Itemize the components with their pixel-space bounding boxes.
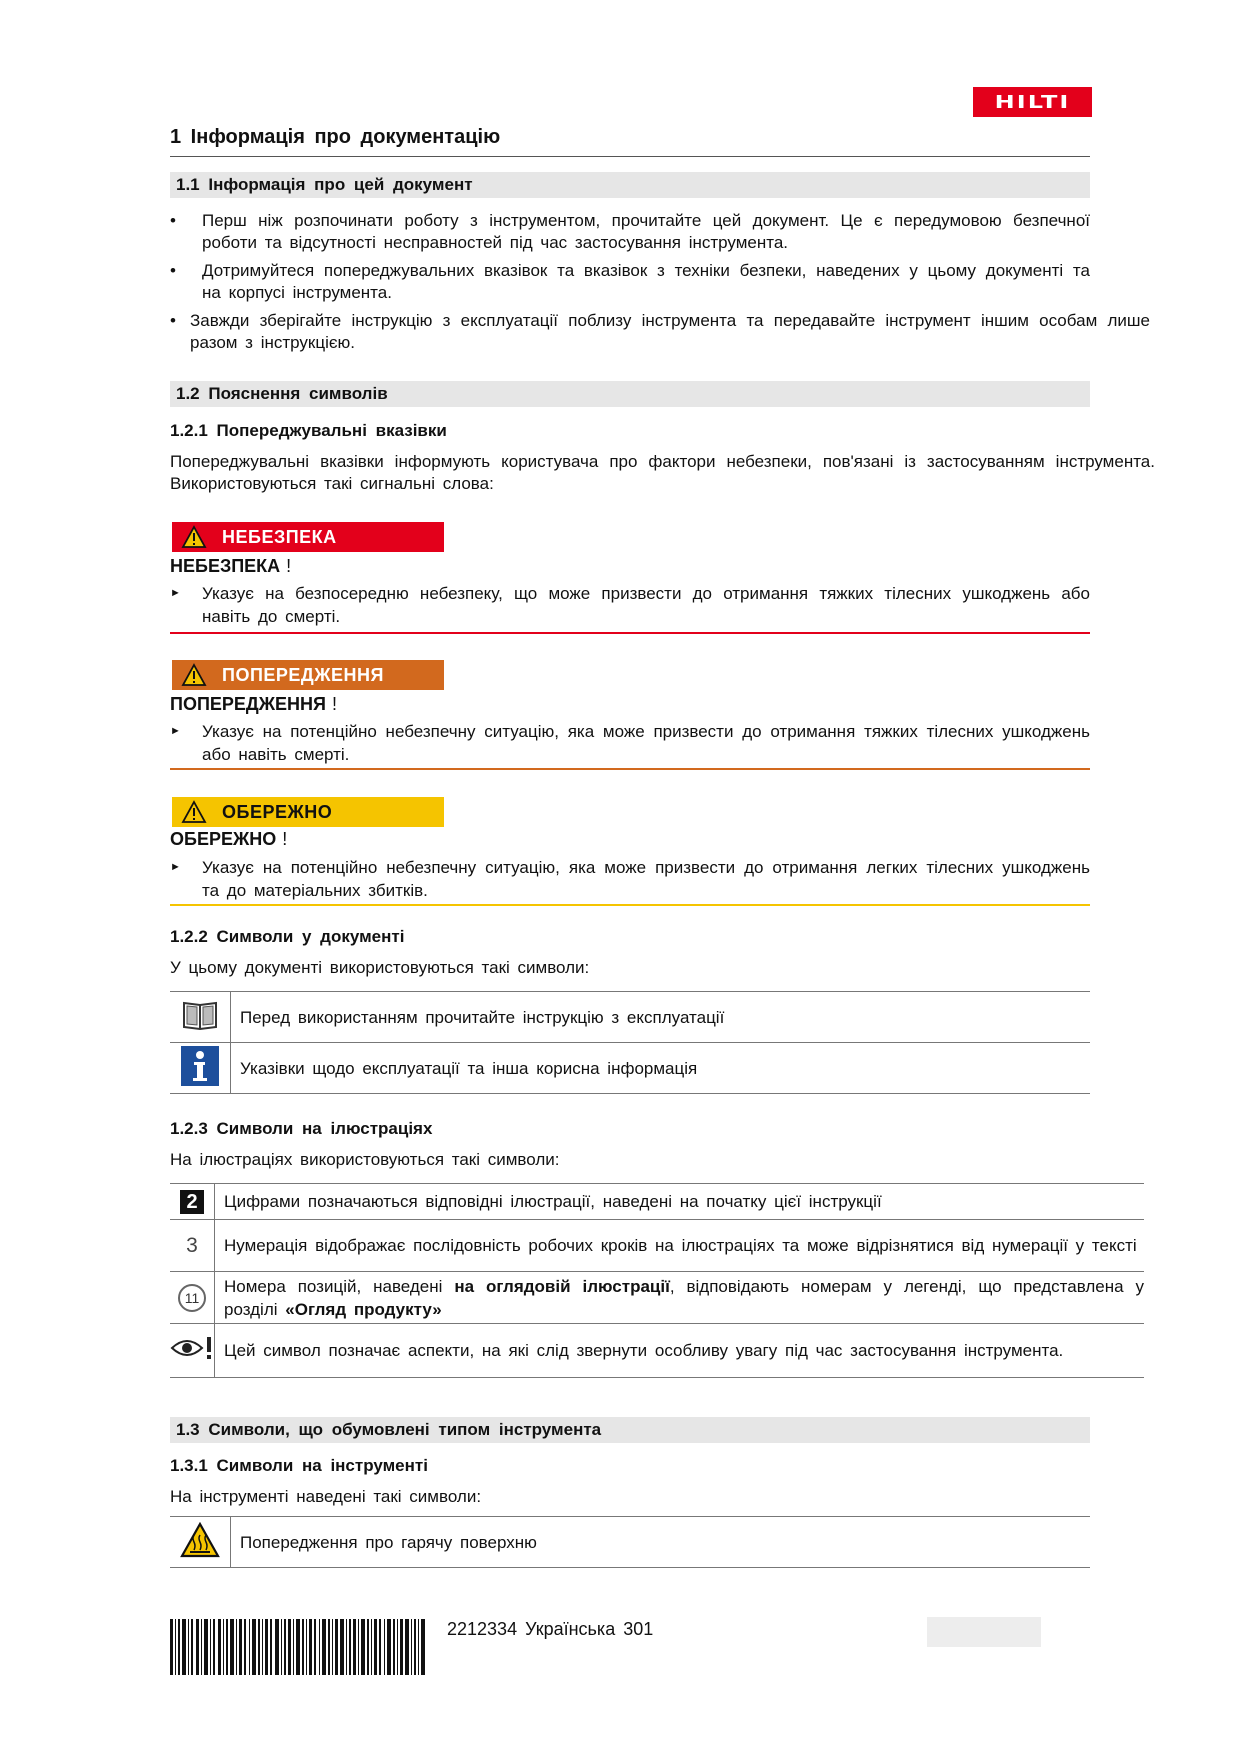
danger-label: НЕБЕЗПЕКА <box>172 522 444 552</box>
footer-gray-box <box>927 1617 1041 1647</box>
section-1-2-3-title: 1.2.3 Символи на ілюстраціях <box>170 1119 433 1138</box>
list-item: • Завжди зберігайте інструкцію з експлуатації поблизу інструмента та передавайте інструмент іншим особам лише разом з інструкцією. <box>170 310 1150 354</box>
table-row <box>170 992 1090 1043</box>
warning-triangle-icon <box>181 800 207 824</box>
illustration-symbol-desc: Номера позицій, наведені на оглядовій ілюстрації, відповідають номерам у легенді, що представлена у розділі «Огляд продукту» <box>215 1272 1145 1324</box>
info-icon <box>170 1043 231 1094</box>
hot-surface-warning-icon <box>170 1517 231 1568</box>
arrow-icon: ► <box>170 587 181 599</box>
section-1-3-title: 1.3 Символи, що обумовлені типом інструмента <box>170 1417 1090 1443</box>
table-row <box>170 1324 1144 1378</box>
caution-word: ОБЕРЕЖНО ! <box>170 829 288 849</box>
danger-rule <box>170 632 1090 634</box>
caution-text: ► Указує на потенційно небезпечну ситуацію, яка може призвести до отримання легких тілесних ушкоджень та до матеріальних збитків. <box>170 858 1090 900</box>
doc-symbol-desc: Указівки щодо експлуатації та інша корисна інформація <box>231 1043 1091 1094</box>
position-number-icon: 11 <box>170 1272 215 1324</box>
warning-rule <box>170 768 1090 770</box>
book-icon <box>170 992 231 1043</box>
warning-text: ► Указує на потенційно небезпечну ситуацію, яка може призвести до отримання тяжких тілесних ушкоджень або навіть смерті. <box>170 722 1090 764</box>
list-item: • Перш ніж розпочинати роботу з інструментом, прочитайте цей документ. Це є передумовою безпечної роботи та відсутності несправностей під час застосування інструмента. <box>170 210 1090 254</box>
tool-symbols-table <box>170 1516 1090 1568</box>
barcode-icon <box>170 1619 425 1675</box>
table-row <box>170 1272 1144 1324</box>
section-1-2-3-intro: На ілюстраціях використовуються такі символи: <box>170 1150 560 1169</box>
table-row <box>170 1184 1144 1220</box>
section-1-1-bullets <box>170 210 1150 360</box>
doc-symbol-desc: Перед використанням прочитайте інструкцію з експлуатації <box>231 992 1091 1043</box>
table-row <box>170 1220 1144 1272</box>
section-1-3-1-title: 1.3.1 Символи на інструменті <box>170 1456 428 1475</box>
illustration-symbol-desc: Цифрами позначаються відповідні ілюстрації, наведені на початку цієї інструкції <box>215 1184 1145 1220</box>
danger-text: ► Указує на безпосередню небезпеку, що може призвести до отримання тяжких тілесних ушкоджень або навіть до смерті. <box>170 584 1090 626</box>
warning-triangle-icon <box>181 525 207 549</box>
step-number-icon: 3 <box>170 1220 215 1272</box>
footer-text: 2212334 Українська 301 <box>447 1619 654 1639</box>
section-1-title: 1 Інформація про документацію <box>170 126 501 148</box>
section-1-3-1-intro: На інструменті наведені такі символи: <box>170 1487 482 1506</box>
hilti-logo: HILTI <box>973 87 1092 117</box>
warning-label: ПОПЕРЕДЖЕННЯ <box>172 660 444 690</box>
section-1-1-title: 1.1 Інформація про цей документ <box>170 172 1090 198</box>
section-1-2-2-title: 1.2.2 Символи у документі <box>170 927 405 946</box>
danger-word: НЕБЕЗПЕКА ! <box>170 556 292 576</box>
arrow-icon: ► <box>170 725 181 737</box>
arrow-icon: ► <box>170 861 181 873</box>
caution-rule <box>170 904 1090 906</box>
section-1-rule <box>170 156 1090 157</box>
table-row <box>170 1043 1090 1094</box>
warning-triangle-icon <box>181 663 207 687</box>
section-1-2-2-intro: У цьому документі використовуються такі символи: <box>170 958 590 977</box>
illustration-symbol-desc: Цей символ позначає аспекти, на які слід звернути особливу увагу під час застосування інструмента. <box>215 1324 1145 1378</box>
tool-symbol-desc: Попередження про гарячу поверхню <box>231 1517 1091 1568</box>
section-1-2-1-intro: Попереджувальні вказівки інформують користувача про фактори небезпеки, пов'язані із застосуванням інструмента. Використовуються такі сигнальні слова: <box>170 452 1155 493</box>
warning-word: ПОПЕРЕДЖЕННЯ ! <box>170 694 337 714</box>
section-1-2-title: 1.2 Пояснення символів <box>170 381 1090 407</box>
illustration-symbol-desc: Нумерація відображає послідовність робочих кроків на ілюстраціях та може відрізнятися від нумерації у тексті <box>215 1220 1145 1272</box>
list-item: • Дотримуйтеся попереджувальних вказівок та вказівок з техніки безпеки, наведених у цьому документі та на корпусі інструмента. <box>170 260 1090 304</box>
doc-symbols-table <box>170 991 1090 1094</box>
section-1-2-1-title: 1.2.1 Попереджувальні вказівки <box>170 421 447 440</box>
eye-attention-icon <box>170 1324 215 1378</box>
illustration-symbols-table <box>170 1183 1144 1378</box>
caution-label: ОБЕРЕЖНО <box>172 797 444 827</box>
figure-number-icon: 2 <box>170 1184 215 1220</box>
table-row <box>170 1517 1090 1568</box>
